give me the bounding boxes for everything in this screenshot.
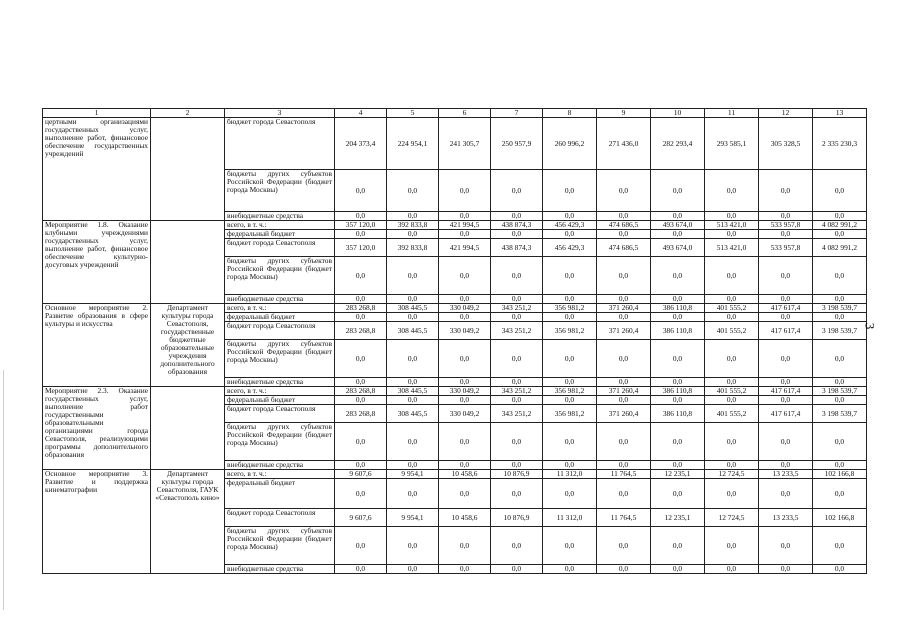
amount-cell: 0,0 — [597, 396, 651, 405]
amount-cell: 0,0 — [543, 257, 597, 295]
amount-cell: 0,0 — [335, 212, 387, 221]
amount-cell: 0,0 — [543, 527, 597, 565]
table-row — [43, 221, 867, 230]
amount-cell: 3 198 539,7 — [813, 304, 867, 313]
executor-cell — [151, 387, 225, 470]
amount-cell: 533 957,8 — [759, 221, 813, 230]
amount-cell: 0,0 — [651, 230, 705, 239]
amount-cell: 401 555,2 — [705, 304, 759, 313]
amount-cell: 371 260,4 — [597, 405, 651, 423]
amount-cell: 0,0 — [491, 230, 543, 239]
amount-cell: 0,0 — [759, 527, 813, 565]
amount-cell: 343 251,2 — [491, 405, 543, 423]
amount-cell: 9 607,6 — [335, 509, 387, 527]
amount-cell: 0,0 — [651, 295, 705, 304]
amount-cell: 0,0 — [651, 212, 705, 221]
amount-cell: 282 293,4 — [651, 118, 705, 170]
amount-cell: 12 724,5 — [705, 509, 759, 527]
amount-cell: 330 049,2 — [439, 322, 491, 340]
funding-source-cell: бюджет города Севастополя — [225, 322, 335, 340]
amount-cell: 102 166,8 — [813, 509, 867, 527]
table-row — [43, 470, 867, 479]
amount-cell: 293 585,1 — [705, 118, 759, 170]
amount-cell: 0,0 — [387, 378, 439, 387]
amount-cell: 0,0 — [597, 565, 651, 574]
funding-source-cell: бюджет города Севастополя — [225, 118, 335, 170]
amount-cell: 0,0 — [759, 212, 813, 221]
amount-cell: 0,0 — [491, 340, 543, 378]
amount-cell: 343 251,2 — [491, 304, 543, 313]
amount-cell: 0,0 — [813, 527, 867, 565]
amount-cell: 0,0 — [813, 313, 867, 322]
amount-cell: 0,0 — [439, 313, 491, 322]
amount-cell: 0,0 — [759, 479, 813, 509]
amount-cell: 343 251,2 — [491, 387, 543, 396]
amount-cell: 371 260,4 — [597, 304, 651, 313]
amount-cell: 330 049,2 — [439, 405, 491, 423]
amount-cell: 0,0 — [813, 396, 867, 405]
event-name-cell: Мероприятие 1.8. Оказание клубными учреждениями государственных услуг, выполнение работ, финансовое обеспечение культурно-досуговых учреждений — [43, 221, 151, 304]
amount-cell: 417 617,4 — [759, 322, 813, 340]
amount-cell: 0,0 — [651, 396, 705, 405]
amount-cell: 0,0 — [491, 170, 543, 212]
amount-cell: 0,0 — [597, 212, 651, 221]
amount-cell: 493 674,0 — [651, 239, 705, 257]
amount-cell: 0,0 — [651, 340, 705, 378]
amount-cell: 0,0 — [387, 230, 439, 239]
amount-cell: 0,0 — [651, 170, 705, 212]
amount-cell: 0,0 — [813, 340, 867, 378]
amount-cell: 2 335 230,3 — [813, 118, 867, 170]
column-number-cell: 5 — [387, 109, 439, 118]
amount-cell: 386 110,8 — [651, 405, 705, 423]
amount-cell: 4 082 991,2 — [813, 239, 867, 257]
amount-cell: 0,0 — [439, 212, 491, 221]
amount-cell: 0,0 — [491, 479, 543, 509]
event-name-cell: цертными организациями государственных услуг, выполнение работ, финансовое обеспечение государственных учреждений — [43, 118, 151, 221]
amount-cell: 0,0 — [813, 461, 867, 470]
amount-cell: 12 235,1 — [651, 470, 705, 479]
amount-cell: 0,0 — [705, 396, 759, 405]
column-number-cell: 1 — [43, 109, 151, 118]
amount-cell: 401 555,2 — [705, 405, 759, 423]
funding-source-cell: всего, в т. ч.: — [225, 387, 335, 396]
amount-cell: 0,0 — [387, 313, 439, 322]
amount-cell: 0,0 — [387, 527, 439, 565]
amount-cell: 0,0 — [335, 313, 387, 322]
amount-cell: 0,0 — [543, 378, 597, 387]
amount-cell: 0,0 — [651, 313, 705, 322]
amount-cell: 0,0 — [439, 170, 491, 212]
amount-cell: 0,0 — [335, 295, 387, 304]
amount-cell: 0,0 — [597, 378, 651, 387]
amount-cell: 0,0 — [543, 170, 597, 212]
table-row — [43, 304, 867, 313]
column-number-cell: 10 — [651, 109, 705, 118]
amount-cell: 0,0 — [387, 423, 439, 461]
amount-cell: 438 874,3 — [491, 221, 543, 230]
amount-cell: 0,0 — [759, 396, 813, 405]
column-number-cell: 7 — [491, 109, 543, 118]
amount-cell: 13 233,5 — [759, 509, 813, 527]
amount-cell: 308 445,5 — [387, 304, 439, 313]
column-number-cell: 2 — [151, 109, 225, 118]
amount-cell: 0,0 — [597, 257, 651, 295]
funding-source-cell: внебюджетные средства — [225, 295, 335, 304]
amount-cell: 0,0 — [651, 423, 705, 461]
amount-cell: 283 268,8 — [335, 322, 387, 340]
budget-table — [42, 108, 867, 574]
amount-cell: 357 120,0 — [335, 221, 387, 230]
funding-source-cell: федеральный бюджет — [225, 230, 335, 239]
amount-cell: 533 957,8 — [759, 239, 813, 257]
amount-cell: 0,0 — [705, 170, 759, 212]
amount-cell: 0,0 — [597, 340, 651, 378]
amount-cell: 0,0 — [335, 423, 387, 461]
amount-cell: 0,0 — [543, 396, 597, 405]
amount-cell: 0,0 — [439, 295, 491, 304]
amount-cell: 0,0 — [387, 479, 439, 509]
amount-cell: 0,0 — [387, 565, 439, 574]
amount-cell: 0,0 — [543, 461, 597, 470]
amount-cell: 0,0 — [759, 230, 813, 239]
amount-cell: 474 686,5 — [597, 239, 651, 257]
amount-cell: 0,0 — [705, 340, 759, 378]
amount-cell: 421 994,5 — [439, 221, 491, 230]
amount-cell: 10 876,9 — [491, 509, 543, 527]
funding-source-cell: бюджет города Севастополя — [225, 239, 335, 257]
column-number-cell: 9 — [597, 109, 651, 118]
column-number-cell: 3 — [225, 109, 335, 118]
amount-cell: 0,0 — [491, 423, 543, 461]
amount-cell: 11 764,5 — [597, 509, 651, 527]
amount-cell: 438 874,3 — [491, 239, 543, 257]
amount-cell: 356 981,2 — [543, 387, 597, 396]
amount-cell: 0,0 — [651, 479, 705, 509]
amount-cell: 0,0 — [759, 295, 813, 304]
amount-cell: 13 233,5 — [759, 470, 813, 479]
amount-cell: 3 198 539,7 — [813, 387, 867, 396]
amount-cell: 0,0 — [813, 230, 867, 239]
amount-cell: 0,0 — [813, 565, 867, 574]
funding-source-cell: бюджеты других субъектов Российской Федерации (бюджет города Москвы) — [225, 257, 335, 295]
amount-cell: 260 996,2 — [543, 118, 597, 170]
amount-cell: 0,0 — [439, 340, 491, 378]
amount-cell: 0,0 — [543, 212, 597, 221]
amount-cell: 0,0 — [335, 565, 387, 574]
amount-cell: 283 268,8 — [335, 405, 387, 423]
amount-cell: 0,0 — [439, 565, 491, 574]
amount-cell: 0,0 — [651, 565, 705, 574]
amount-cell: 0,0 — [439, 423, 491, 461]
funding-source-cell: бюджеты других субъектов Российской Федерации (бюджет города Москвы) — [225, 170, 335, 212]
amount-cell: 10 458,6 — [439, 509, 491, 527]
amount-cell: 11 312,0 — [543, 470, 597, 479]
amount-cell: 0,0 — [439, 378, 491, 387]
amount-cell: 0,0 — [597, 461, 651, 470]
event-name-cell: Основное мероприятие 3. Развитие и поддержка кинематографии — [43, 470, 151, 574]
amount-cell: 0,0 — [335, 170, 387, 212]
amount-cell: 0,0 — [491, 378, 543, 387]
amount-cell: 0,0 — [491, 461, 543, 470]
amount-cell: 0,0 — [335, 257, 387, 295]
amount-cell: 0,0 — [491, 527, 543, 565]
amount-cell: 0,0 — [759, 313, 813, 322]
amount-cell: 0,0 — [813, 170, 867, 212]
amount-cell: 241 305,7 — [439, 118, 491, 170]
amount-cell: 0,0 — [597, 423, 651, 461]
amount-cell: 283 268,8 — [335, 387, 387, 396]
executor-cell: Департамент культуры города Севастополя, государственные бюджетные образовательные учреждения дополнительного образования — [151, 304, 225, 387]
column-number-cell: 4 — [335, 109, 387, 118]
amount-cell: 417 617,4 — [759, 387, 813, 396]
funding-source-cell: всего, в т. ч.: — [225, 470, 335, 479]
amount-cell: 9 607,6 — [335, 470, 387, 479]
funding-source-cell: бюджеты других субъектов Российской Федерации (бюджет города Москвы) — [225, 423, 335, 461]
amount-cell: 0,0 — [439, 527, 491, 565]
amount-cell: 305 328,5 — [759, 118, 813, 170]
amount-cell: 401 555,2 — [705, 387, 759, 396]
scan-edge-mark — [3, 370, 4, 610]
executor-cell — [151, 221, 225, 304]
amount-cell: 0,0 — [705, 423, 759, 461]
amount-cell: 0,0 — [543, 295, 597, 304]
amount-cell: 0,0 — [597, 295, 651, 304]
budget-sheet — [42, 108, 867, 574]
column-number-cell: 8 — [543, 109, 597, 118]
funding-source-cell: бюджет города Севастополя — [225, 509, 335, 527]
amount-cell: 0,0 — [335, 340, 387, 378]
amount-cell: 392 833,8 — [387, 239, 439, 257]
amount-cell: 0,0 — [597, 170, 651, 212]
funding-source-cell: бюджеты других субъектов Российской Федерации (бюджет города Москвы) — [225, 527, 335, 565]
amount-cell: 0,0 — [597, 527, 651, 565]
funding-source-cell: федеральный бюджет — [225, 313, 335, 322]
table-row — [43, 387, 867, 396]
amount-cell: 9 954,1 — [387, 470, 439, 479]
amount-cell: 456 429,3 — [543, 221, 597, 230]
amount-cell: 0,0 — [651, 378, 705, 387]
column-number-cell: 13 — [813, 109, 867, 118]
amount-cell: 10 876,9 — [491, 470, 543, 479]
amount-cell: 493 674,0 — [651, 221, 705, 230]
funding-source-cell: внебюджетные средства — [225, 565, 335, 574]
amount-cell: 0,0 — [387, 295, 439, 304]
amount-cell: 0,0 — [387, 396, 439, 405]
amount-cell: 0,0 — [543, 565, 597, 574]
amount-cell: 308 445,5 — [387, 405, 439, 423]
amount-cell: 308 445,5 — [387, 322, 439, 340]
table-body — [43, 109, 867, 574]
page-number: 3 — [862, 322, 878, 330]
amount-cell: 0,0 — [759, 423, 813, 461]
amount-cell: 371 260,4 — [597, 387, 651, 396]
amount-cell: 12 724,5 — [705, 470, 759, 479]
amount-cell: 0,0 — [705, 313, 759, 322]
amount-cell: 417 617,4 — [759, 304, 813, 313]
amount-cell: 11 312,0 — [543, 509, 597, 527]
amount-cell: 283 268,8 — [335, 304, 387, 313]
column-number-row — [43, 109, 867, 118]
amount-cell: 0,0 — [387, 257, 439, 295]
amount-cell: 421 994,5 — [439, 239, 491, 257]
amount-cell: 0,0 — [491, 257, 543, 295]
funding-source-cell: внебюджетные средства — [225, 461, 335, 470]
amount-cell: 204 373,4 — [335, 118, 387, 170]
amount-cell: 371 260,4 — [597, 322, 651, 340]
amount-cell: 0,0 — [543, 313, 597, 322]
event-name-cell: Основное мероприятие 2. Развитие образования в сфере культуры и искусства — [43, 304, 151, 387]
amount-cell: 513 421,0 — [705, 221, 759, 230]
amount-cell: 0,0 — [813, 479, 867, 509]
amount-cell: 330 049,2 — [439, 304, 491, 313]
amount-cell: 0,0 — [543, 340, 597, 378]
amount-cell: 0,0 — [335, 461, 387, 470]
amount-cell: 0,0 — [759, 170, 813, 212]
amount-cell: 0,0 — [813, 212, 867, 221]
executor-cell: Департамент культуры города Севастополя, ГАУК «Севастополь кино» — [151, 470, 225, 574]
amount-cell: 0,0 — [439, 230, 491, 239]
amount-cell: 308 445,5 — [387, 387, 439, 396]
amount-cell: 0,0 — [651, 527, 705, 565]
funding-source-cell: федеральный бюджет — [225, 396, 335, 405]
amount-cell: 0,0 — [335, 479, 387, 509]
amount-cell: 0,0 — [543, 479, 597, 509]
amount-cell: 513 421,0 — [705, 239, 759, 257]
amount-cell: 0,0 — [387, 212, 439, 221]
column-number-cell: 6 — [439, 109, 491, 118]
amount-cell: 330 049,2 — [439, 387, 491, 396]
amount-cell: 474 686,5 — [597, 221, 651, 230]
amount-cell: 417 617,4 — [759, 405, 813, 423]
amount-cell: 0,0 — [387, 340, 439, 378]
amount-cell: 12 235,1 — [651, 509, 705, 527]
amount-cell: 0,0 — [813, 295, 867, 304]
amount-cell: 3 198 539,7 — [813, 405, 867, 423]
amount-cell: 0,0 — [813, 257, 867, 295]
amount-cell: 0,0 — [705, 461, 759, 470]
amount-cell: 0,0 — [491, 396, 543, 405]
amount-cell: 0,0 — [705, 295, 759, 304]
amount-cell: 0,0 — [543, 423, 597, 461]
amount-cell: 0,0 — [335, 396, 387, 405]
amount-cell: 0,0 — [597, 230, 651, 239]
funding-source-cell: бюджет города Севастополя — [225, 405, 335, 423]
amount-cell: 356 981,2 — [543, 405, 597, 423]
amount-cell: 0,0 — [597, 479, 651, 509]
amount-cell: 0,0 — [705, 212, 759, 221]
amount-cell: 0,0 — [705, 230, 759, 239]
amount-cell: 386 110,8 — [651, 322, 705, 340]
event-name-cell: Мероприятие 2.3. Оказание государственных услуг, выполнение работ государственными образовательными организациями города Севастополя, реализующими программы дополнительного образования — [43, 387, 151, 470]
amount-cell: 0,0 — [705, 565, 759, 574]
amount-cell: 0,0 — [491, 295, 543, 304]
amount-cell: 0,0 — [387, 461, 439, 470]
amount-cell: 0,0 — [705, 479, 759, 509]
amount-cell: 0,0 — [335, 230, 387, 239]
amount-cell: 0,0 — [759, 565, 813, 574]
amount-cell: 0,0 — [705, 257, 759, 295]
amount-cell: 357 120,0 — [335, 239, 387, 257]
amount-cell: 456 429,3 — [543, 239, 597, 257]
amount-cell: 343 251,2 — [491, 322, 543, 340]
amount-cell: 250 957,9 — [491, 118, 543, 170]
amount-cell: 0,0 — [335, 378, 387, 387]
funding-source-cell: внебюджетные средства — [225, 378, 335, 387]
amount-cell: 0,0 — [759, 378, 813, 387]
amount-cell: 10 458,6 — [439, 470, 491, 479]
funding-source-cell: всего, в т. ч.: — [225, 221, 335, 230]
amount-cell: 102 166,8 — [813, 470, 867, 479]
amount-cell: 11 764,5 — [597, 470, 651, 479]
amount-cell: 0,0 — [387, 170, 439, 212]
amount-cell: 3 198 539,7 — [813, 322, 867, 340]
amount-cell: 0,0 — [597, 313, 651, 322]
amount-cell: 0,0 — [651, 257, 705, 295]
amount-cell: 0,0 — [651, 461, 705, 470]
amount-cell: 356 981,2 — [543, 304, 597, 313]
executor-cell — [151, 118, 225, 221]
amount-cell: 0,0 — [439, 461, 491, 470]
column-number-cell: 11 — [705, 109, 759, 118]
amount-cell: 4 082 991,2 — [813, 221, 867, 230]
amount-cell: 0,0 — [813, 423, 867, 461]
amount-cell: 224 954,1 — [387, 118, 439, 170]
table-row — [43, 118, 867, 170]
amount-cell: 0,0 — [439, 257, 491, 295]
amount-cell: 401 555,2 — [705, 322, 759, 340]
amount-cell: 0,0 — [759, 257, 813, 295]
funding-source-cell: всего, в т. ч.: — [225, 304, 335, 313]
amount-cell: 0,0 — [335, 527, 387, 565]
amount-cell: 0,0 — [439, 479, 491, 509]
amount-cell: 386 110,8 — [651, 387, 705, 396]
funding-source-cell: федеральный бюджет — [225, 479, 335, 509]
amount-cell: 0,0 — [491, 565, 543, 574]
amount-cell: 0,0 — [439, 396, 491, 405]
amount-cell: 271 436,0 — [597, 118, 651, 170]
amount-cell: 0,0 — [759, 340, 813, 378]
amount-cell: 9 954,1 — [387, 509, 439, 527]
column-number-cell: 12 — [759, 109, 813, 118]
amount-cell: 0,0 — [705, 527, 759, 565]
amount-cell: 356 981,2 — [543, 322, 597, 340]
funding-source-cell: бюджеты других субъектов Российской Федерации (бюджет города Москвы) — [225, 340, 335, 378]
amount-cell: 0,0 — [491, 212, 543, 221]
amount-cell: 0,0 — [813, 378, 867, 387]
amount-cell: 0,0 — [543, 230, 597, 239]
amount-cell: 386 110,8 — [651, 304, 705, 313]
funding-source-cell: внебюджетные средства — [225, 212, 335, 221]
amount-cell: 0,0 — [759, 461, 813, 470]
amount-cell: 0,0 — [491, 313, 543, 322]
amount-cell: 0,0 — [705, 378, 759, 387]
amount-cell: 392 833,8 — [387, 221, 439, 230]
